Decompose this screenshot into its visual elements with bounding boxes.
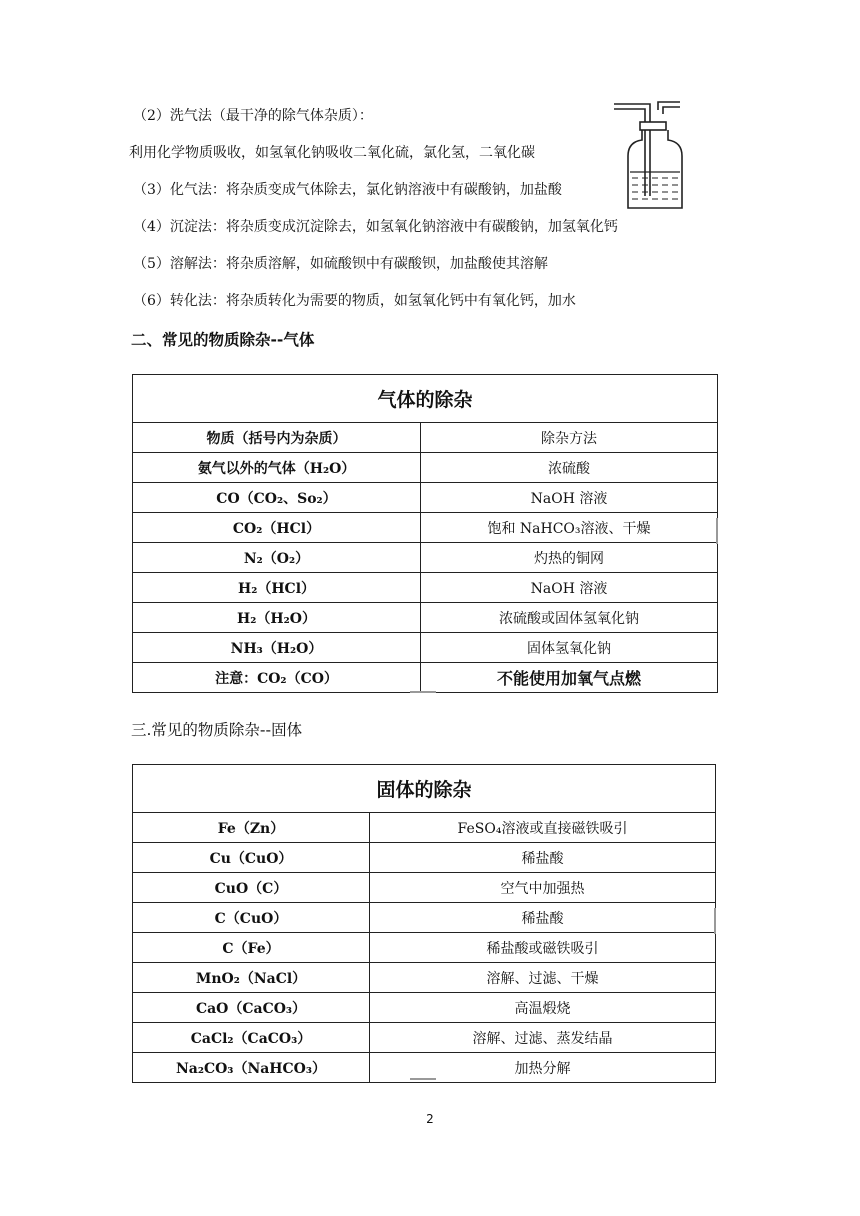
table-row [133, 663, 718, 693]
solid-table-title: 固体的除杂 [133, 765, 716, 813]
gas-table-header-method: 除杂方法 [421, 423, 718, 453]
table-resize-handle [716, 518, 718, 544]
substance-cell: Fe（Zn） [133, 813, 370, 843]
method-cell: 空气中加强热 [370, 873, 716, 903]
table-row [133, 933, 716, 963]
gas-table-header-substance: 物质（括号内为杂质） [133, 423, 421, 453]
table-row [133, 543, 718, 573]
table-resize-handle [410, 1078, 436, 1080]
substance-cell: 氨气以外的气体（H₂O） [133, 453, 421, 483]
method-cell: 加热分解 [370, 1053, 716, 1083]
solid-impurity-table [132, 764, 716, 1083]
method-cell: 浓硫酸或固体氢氧化钠 [421, 603, 718, 633]
method-cell: 高温煅烧 [370, 993, 716, 1023]
substance-cell: C（Fe） [133, 933, 370, 963]
gas-impurity-table [132, 374, 718, 693]
substance-cell: Cu（CuO） [133, 843, 370, 873]
method-cell: FeSO₄溶液或直接磁铁吸引 [370, 813, 716, 843]
method-line-2-detail: 利用化学物质吸收，如氢氧化钠吸收二氧化硫，氯化氢，二氧化碳 [129, 145, 535, 161]
method-cell: 固体氢氧化钠 [421, 633, 718, 663]
method-cell: NaOH 溶液 [421, 483, 718, 513]
table-resize-handle [410, 691, 436, 693]
substance-cell: N₂（O₂） [133, 543, 421, 573]
page-number: 2 [426, 1112, 434, 1126]
method-line-2: （2）洗气法（最干净的除气体杂质）： [133, 108, 373, 124]
substance-cell: CaCl₂（CaCO₃） [133, 1023, 370, 1053]
table-row [133, 453, 718, 483]
table-row [133, 573, 718, 603]
table-row [133, 873, 716, 903]
method-cell: 浓硫酸 [421, 453, 718, 483]
substance-cell: NH₃（H₂O） [133, 633, 421, 663]
method-cell: 不能使用加氧气点燃 [421, 663, 718, 693]
method-cell: 灼热的铜网 [421, 543, 718, 573]
table-row [133, 483, 718, 513]
method-cell: 稀盐酸或磁铁吸引 [370, 933, 716, 963]
gas-table-title: 气体的除杂 [133, 375, 718, 423]
method-cell: 饱和 NaHCO₃溶液、干燥 [421, 513, 718, 543]
table-resize-handle [714, 908, 716, 934]
table-row [133, 633, 718, 663]
substance-cell: 注意：CO₂（CO） [133, 663, 421, 693]
gas-washing-bottle-illustration [612, 100, 688, 212]
substance-cell: CuO（C） [133, 873, 370, 903]
substance-cell: CaO（CaCO₃） [133, 993, 370, 1023]
substance-cell: Na₂CO₃（NaHCO₃） [133, 1053, 370, 1083]
substance-cell: H₂（H₂O） [133, 603, 421, 633]
section-heading-solid: 三.常见的物质除杂--固体 [131, 721, 303, 739]
substance-cell: CO（CO₂、So₂） [133, 483, 421, 513]
substance-cell: C（CuO） [133, 903, 370, 933]
method-line-3: （3）化气法：将杂质变成气体除去，氯化钠溶液中有碳酸钠，加盐酸 [133, 182, 562, 198]
substance-cell: MnO₂（NaCl） [133, 963, 370, 993]
method-cell: 溶解、过滤、蒸发结晶 [370, 1023, 716, 1053]
table-row [133, 963, 716, 993]
table-row [133, 603, 718, 633]
method-cell: 溶解、过滤、干燥 [370, 963, 716, 993]
substance-cell: H₂（HCl） [133, 573, 421, 603]
section-heading-gas: 二、常见的物质除杂--气体 [131, 331, 315, 349]
method-line-6: （6）转化法：将杂质转化为需要的物质，如氢氧化钙中有氧化钙，加水 [133, 293, 576, 309]
table-row [133, 813, 716, 843]
method-cell: 稀盐酸 [370, 903, 716, 933]
substance-cell: CO₂（HCl） [133, 513, 421, 543]
table-row [133, 993, 716, 1023]
method-cell: 稀盐酸 [370, 843, 716, 873]
table-row [133, 903, 716, 933]
table-row [133, 513, 718, 543]
method-line-5: （5）溶解法：将杂质溶解，如硫酸钡中有碳酸钡，加盐酸使其溶解 [133, 256, 548, 272]
method-line-4: （4）沉淀法：将杂质变成沉淀除去，如氢氧化钠溶液中有碳酸钠，加氢氧化钙 [133, 219, 618, 235]
method-cell: NaOH 溶液 [421, 573, 718, 603]
table-row [133, 843, 716, 873]
table-row [133, 1023, 716, 1053]
